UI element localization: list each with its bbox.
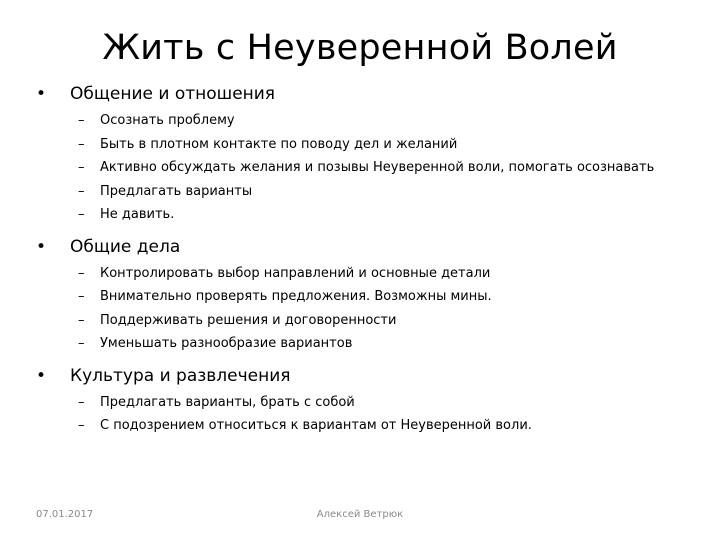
list-item-text: Уменьшать разнообразие вариантов [100, 336, 353, 351]
list-item-text: Поддерживать решения и договоренности [100, 312, 397, 328]
dash-icon: – [78, 207, 85, 222]
section-heading: Общение и отношения [70, 84, 276, 104]
dash-icon: – [78, 289, 85, 304]
dash-icon: – [78, 136, 85, 152]
list-item [36, 133, 696, 157]
slide-title: Жить с Неуверенной Волей [102, 28, 618, 68]
footer-date: 07.01.2017 [36, 509, 94, 520]
section-heading: Культура и развлечения [70, 365, 291, 386]
slide-content [36, 81, 696, 438]
list-item-text: Внимательно проверять предложения. Возможны мины. [100, 289, 492, 304]
list-item-text: Контролировать выбор направлений и основные детали [100, 265, 491, 281]
list-item [36, 203, 696, 227]
section-heading-row [36, 81, 696, 109]
bullet-icon: • [36, 84, 47, 104]
list-item-text: Предлагать варианты, брать с собой [100, 394, 355, 410]
bullet-icon: • [36, 236, 47, 257]
dash-icon: – [78, 394, 85, 410]
list-item [36, 285, 696, 309]
list-item [36, 156, 696, 180]
dash-icon: – [78, 336, 85, 351]
list-item [36, 332, 696, 356]
dash-icon: – [78, 183, 85, 199]
list-item [36, 180, 696, 204]
dash-icon: – [78, 160, 85, 175]
list-item-text: Быть в плотном контакте по поводу дел и желаний [100, 136, 458, 152]
list-item-text: Активно обсуждать желания и позывы Неуверенной воли, помогать осознавать [100, 160, 655, 175]
section-culture-entertainment [36, 363, 696, 438]
dash-icon: – [78, 265, 85, 281]
footer-author: Алексей Ветрюк [316, 509, 404, 520]
list-item-text: С подозрением относиться к вариантам от Неуверенной воли. [100, 418, 532, 433]
list-item [36, 391, 696, 415]
list-item-text: Не давить. [100, 207, 175, 222]
bullet-icon: • [36, 365, 47, 386]
sub-list [36, 391, 696, 438]
list-item-text: Осознать проблему [100, 113, 235, 128]
list-item [36, 309, 696, 333]
dash-icon: – [78, 113, 85, 128]
dash-icon: – [78, 312, 85, 328]
sub-list [36, 109, 696, 227]
list-item-text: Предлагать варианты [100, 183, 253, 199]
section-common-affairs [36, 234, 696, 356]
section-heading-row [36, 363, 696, 391]
list-item [36, 262, 696, 286]
dash-icon: – [78, 418, 85, 433]
list-item [36, 414, 696, 438]
section-heading: Общие дела [70, 236, 181, 257]
section-heading-row [36, 234, 696, 262]
section-communication [36, 81, 696, 227]
list-item [36, 109, 696, 133]
sub-list [36, 262, 696, 356]
